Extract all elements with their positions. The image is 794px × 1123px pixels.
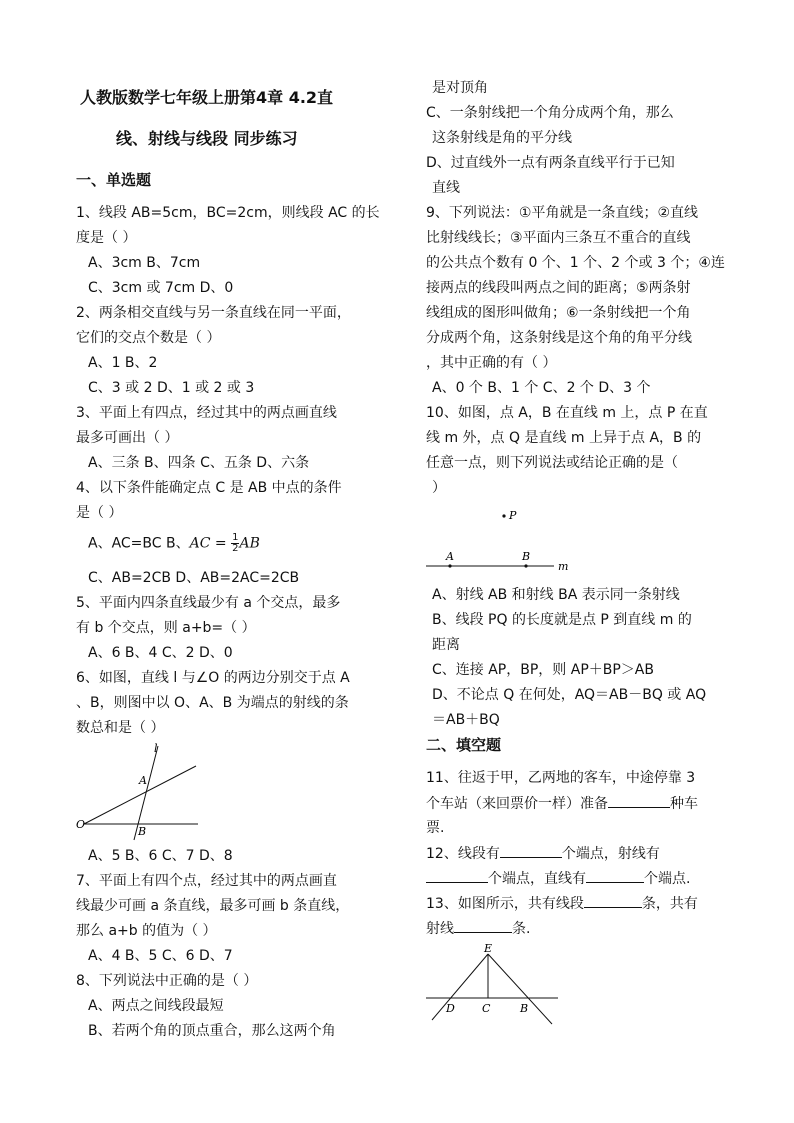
question-12-text-4: 个端点. <box>644 871 691 887</box>
label-p: P <box>509 509 517 522</box>
question-13-text-4: 条. <box>512 921 531 937</box>
question-3-line-1: 3、平面上有四点，经过其中的两点画直线 <box>76 405 337 421</box>
question-2-options-1: A、1 B、2 <box>88 355 158 371</box>
question-9-line-3: 的公共点个数有 0 个、1 个、2 个或 3 个；④连 <box>426 255 725 271</box>
question-8-option-b-cont: 是对顶角 <box>432 80 488 96</box>
question-11-line-2 <box>426 793 698 814</box>
question-6-line-3: 数总和是（ ） <box>76 720 165 736</box>
label-e: E <box>484 942 493 955</box>
question-2-line-2: 它们的交点个数是（ ） <box>76 330 221 346</box>
blank-11[interactable] <box>608 793 670 808</box>
formula-lhs: AC <box>189 535 211 552</box>
question-6-line-1: 6、如图，直线 l 与∠O 的两边分别交于点 A <box>76 670 350 686</box>
question-4-options-1 <box>88 533 260 554</box>
label-a: A <box>446 550 454 563</box>
point-p <box>502 514 505 517</box>
question-10-line-4: ） <box>432 480 446 496</box>
question-7-line-3: 那么 a+b 的值为（ ） <box>76 923 217 939</box>
question-9-line-2: 比射线线长；③平面内三条互不重合的直线 <box>426 230 691 246</box>
label-b: B <box>138 825 147 838</box>
blank-13-rays[interactable] <box>454 918 512 933</box>
question-8-option-b: B、若两个角的顶点重合，那么这两个角 <box>88 1023 336 1039</box>
question-7-options: A、4 B、5 C、6 D、7 <box>88 948 233 964</box>
question-11-line-3: 票. <box>426 820 445 836</box>
question-1-options-2: C、3cm 或 7cm D、0 <box>88 280 234 296</box>
question-2-options-2: C、3 或 2 D、1 或 2 或 3 <box>88 380 255 396</box>
question-2-line-1: 2、两条相交直线与另一条直线在同一平面， <box>76 305 351 321</box>
question-12-text-1: 12、线段有 <box>426 846 500 862</box>
title-line-2: 线、射线与线段 同步练习 <box>116 129 298 148</box>
question-3-options: A、三条 B、四条 C、五条 D、六条 <box>88 455 310 471</box>
question-7-line-1: 7、平面上有四个点，经过其中的两点画直 <box>76 873 337 889</box>
formula-rhs: AB <box>239 535 260 552</box>
question-5-line-2: 有 b 个交点，则 a+b=（ ） <box>76 620 256 636</box>
label-b: B <box>520 1002 529 1015</box>
fraction-numerator: 1 <box>232 532 239 543</box>
section-heading-single-choice: 一、单选题 <box>76 171 152 189</box>
question-10-option-a: A、射线 AB 和射线 BA 表示同一条射线 <box>432 587 680 603</box>
title-line-1: 人教版数学七年级上册第4章 4.2直 <box>80 88 334 107</box>
question-10-option-d-line-1: D、不论点 Q 在何处，AQ＝AB－BQ 或 AQ <box>432 687 707 703</box>
blank-12-ray[interactable] <box>426 868 488 883</box>
question-12-text-2: 个端点，射线有 <box>561 846 660 862</box>
question-6-options: A、5 B、6 C、7 D、8 <box>88 848 233 864</box>
label-m: m <box>558 560 569 573</box>
question-13-line-1 <box>426 893 698 914</box>
section-heading-fill-blank: 二、填空题 <box>426 736 502 754</box>
question-10-line-2: 线 m 外，点 Q 是直线 m 上异于点 A，B 的 <box>426 430 702 446</box>
question-10-option-b-line-2: 距离 <box>432 637 460 653</box>
question-4-line-2: 是（ ） <box>76 505 123 521</box>
blank-13-segments[interactable] <box>584 893 642 908</box>
question-8-option-c-line-1: C、一条射线把一个角分成两个角，那么 <box>426 105 674 121</box>
figure-question-10 <box>426 502 586 578</box>
question-6-line-2: 、B，则图中以 O、A、B 为端点的射线的条 <box>76 695 349 711</box>
question-5-line-1: 5、平面内四条直线最少有 a 个交点，最多 <box>76 595 341 611</box>
fraction-denominator: 2 <box>232 543 239 554</box>
question-10-option-d-line-2: ＝AB＋BQ <box>432 712 500 728</box>
question-4-options-2: C、AB=2CB D、AB=2AC=2CB <box>88 570 300 586</box>
question-1-line-2: 度是（ ） <box>76 230 137 246</box>
label-c: C <box>482 1002 491 1015</box>
question-1-line-1: 1、线段 AB=5cm，BC=2cm，则线段 AC 的长 <box>76 205 380 221</box>
question-8-option-c-line-2: 这条射线是角的平分线 <box>432 130 572 146</box>
line-ed <box>432 954 488 1020</box>
question-8-option-d-line-1: D、过直线外一点有两条直线平行于已知 <box>426 155 675 171</box>
question-9-options: A、0 个 B、1 个 C、2 个 D、3 个 <box>432 380 651 396</box>
question-10-option-b-line-1: B、线段 PQ 的长度就是点 P 到直线 m 的 <box>432 612 692 628</box>
question-8-option-d-line-2: 直线 <box>432 180 460 196</box>
label-l: l <box>154 742 158 755</box>
figure-question-13 <box>426 940 576 1030</box>
question-10-line-3: 任意一点，则下列说法或结论正确的是（ <box>426 455 678 471</box>
question-7-line-2: 线最少可画 a 条直线，最多可画 b 条直线， <box>76 898 350 914</box>
blank-12-line[interactable] <box>586 868 644 883</box>
question-8-line-1: 8、下列说法中正确的是（ ） <box>76 973 258 989</box>
formula-eq: = <box>210 535 232 552</box>
question-9-line-7: ，其中正确的有（ ） <box>426 355 557 371</box>
question-10-line-1: 10、如图，点 A，B 在直线 m 上，点 P 在直 <box>426 405 708 421</box>
question-13-text-3: 射线 <box>426 921 454 937</box>
question-13-text-2: 条，共有 <box>641 896 698 912</box>
label-b: B <box>522 550 531 563</box>
question-9-line-6: 分成两个角，这条射线是这个角的角平分线 <box>426 330 692 346</box>
question-11-line-1: 11、往返于甲，乙两地的客车，中途停靠 3 <box>426 770 696 786</box>
question-5-options: A、6 B、4 C、2 D、0 <box>88 645 233 661</box>
question-13-line-2 <box>426 918 530 939</box>
figure-question-6 <box>76 738 206 843</box>
question-3-line-2: 最多可画出（ ） <box>76 430 179 446</box>
question-4-option-a-b: A、AC=BC B、 <box>88 535 190 552</box>
question-9-line-1: 9、下列说法：①平角就是一条直线；②直线 <box>426 205 699 221</box>
question-11-text-1: 个车站（来回票价一样）准备 <box>426 796 608 812</box>
question-9-line-5: 线组成的图形叫做角；⑥一条射线把一个角 <box>426 305 691 321</box>
question-13-text-1: 13、如图所示，共有线段 <box>426 896 584 912</box>
label-d: D <box>446 1002 455 1015</box>
question-12-line-1 <box>426 843 660 864</box>
question-12-line-2 <box>426 868 690 889</box>
question-11-text-2: 种车 <box>670 796 698 812</box>
question-4-line-1: 4、以下条件能确定点 C 是 AB 中点的条件 <box>76 480 342 496</box>
point-b <box>524 564 527 567</box>
question-9-line-4: 接两点的线段叫两点之间的距离；⑤两条射 <box>426 280 691 296</box>
label-o: O <box>76 818 86 831</box>
question-10-option-c: C、连接 AP，BP，则 AP＋BP＞AB <box>432 662 654 678</box>
question-12-text-3: 个端点，直线有 <box>488 871 586 887</box>
question-8-option-a: A、两点之间线段最短 <box>88 998 224 1014</box>
blank-12-segment[interactable] <box>500 843 562 858</box>
label-a: A <box>139 774 147 787</box>
question-1-options-1: A、3cm B、7cm <box>88 255 201 271</box>
point-a <box>448 564 451 567</box>
